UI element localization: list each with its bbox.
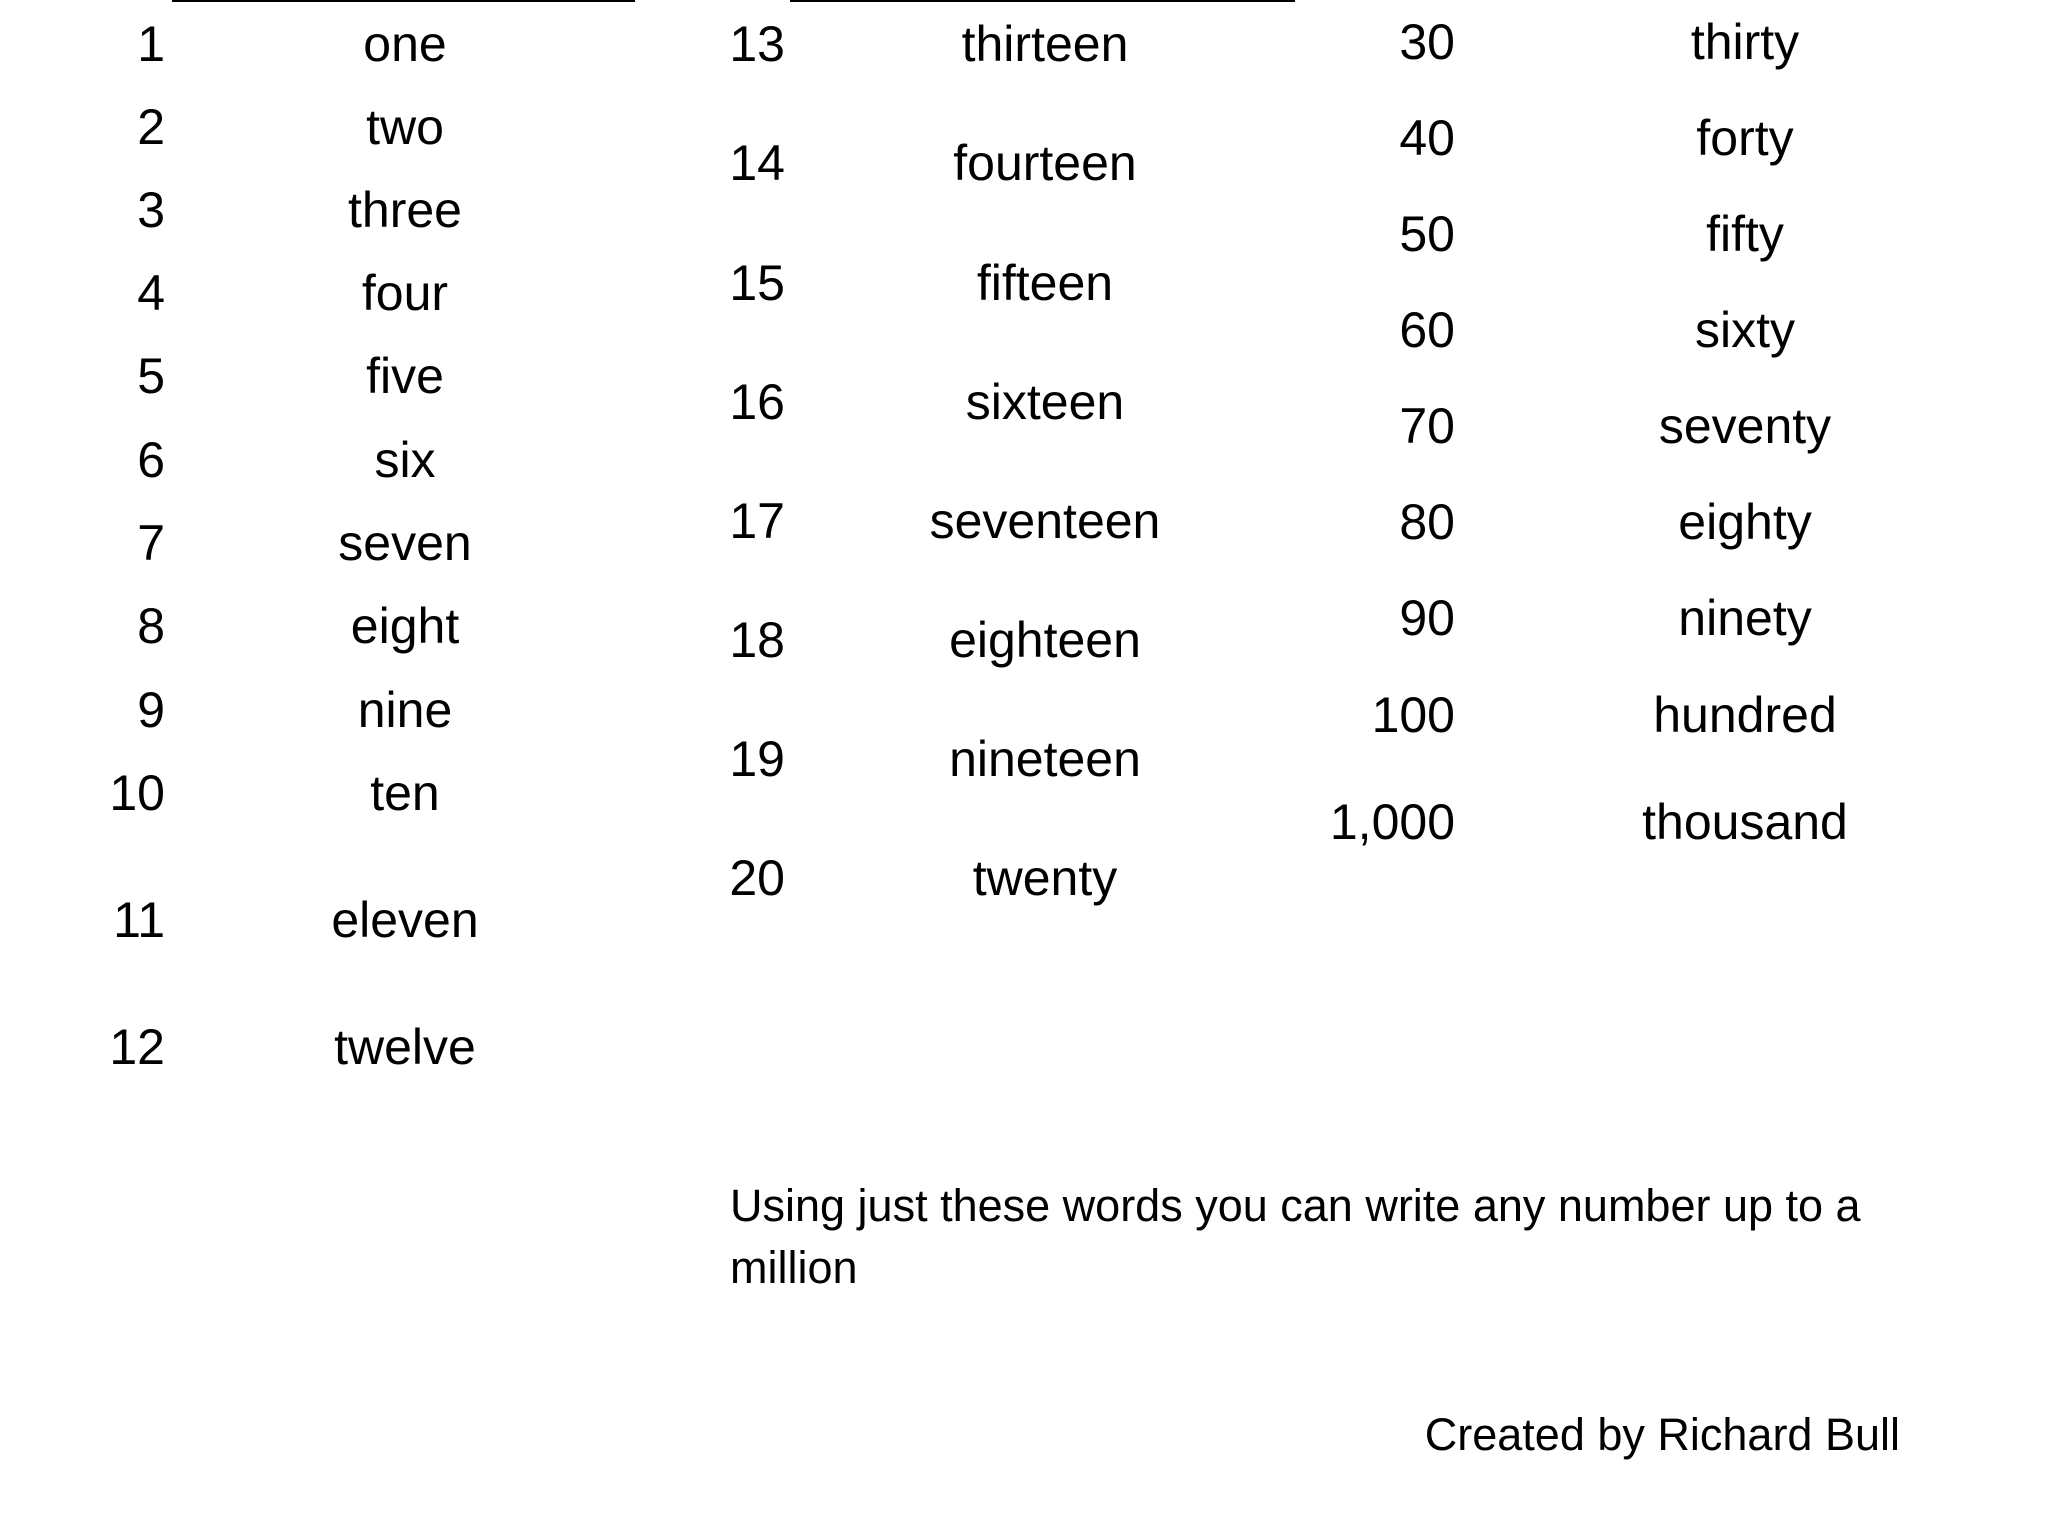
word-sixteen: sixteen — [965, 374, 1125, 430]
number-5: 5 — [137, 348, 165, 404]
word-two: two — [366, 99, 444, 155]
number-19: 19 — [729, 731, 785, 787]
number-100: 100 — [1371, 687, 1455, 743]
word-twelve: twelve — [334, 1019, 476, 1075]
author-credit: Created by Richard Bull — [1424, 1409, 1900, 1460]
word-fifty: fifty — [1706, 206, 1784, 262]
word-thirteen: thirteen — [961, 16, 1129, 72]
column-1-top-rule — [172, 0, 635, 2]
word-forty: forty — [1696, 110, 1794, 166]
word-thirty: thirty — [1690, 14, 1800, 70]
word-three: three — [348, 182, 462, 238]
word-fifteen: fifteen — [976, 255, 1114, 311]
word-hundred: hundred — [1653, 687, 1837, 743]
word-thousand: thousand — [1642, 794, 1848, 850]
word-eighteen: eighteen — [949, 612, 1141, 668]
number-6: 6 — [137, 432, 165, 488]
number-15: 15 — [729, 255, 785, 311]
word-twenty: twenty — [972, 850, 1118, 906]
word-seven: seven — [338, 515, 472, 571]
number-4: 4 — [137, 265, 165, 321]
number-2: 2 — [137, 99, 165, 155]
word-four: four — [361, 265, 449, 321]
number-80: 80 — [1399, 494, 1455, 550]
number-20: 20 — [729, 850, 785, 906]
number-9: 9 — [137, 682, 165, 738]
number-11: 11 — [113, 892, 165, 948]
word-sixty: sixty — [1695, 302, 1795, 358]
column-2-top-rule — [790, 0, 1295, 2]
number-3: 3 — [137, 182, 165, 238]
number-1000: 1,000 — [1329, 794, 1455, 850]
word-one: one — [363, 16, 447, 72]
word-fourteen: fourteen — [953, 135, 1137, 191]
number-14: 14 — [729, 135, 785, 191]
number-50: 50 — [1399, 206, 1455, 262]
number-7: 7 — [137, 515, 165, 571]
word-eight: eight — [350, 598, 460, 654]
word-ninety: ninety — [1678, 590, 1812, 646]
number-8: 8 — [137, 598, 165, 654]
number-30: 30 — [1399, 14, 1455, 70]
word-nine: nine — [357, 682, 453, 738]
number-60: 60 — [1399, 302, 1455, 358]
number-12: 12 — [109, 1019, 165, 1075]
number-10: 10 — [109, 765, 165, 821]
word-seventy: seventy — [1658, 398, 1832, 454]
number-70: 70 — [1399, 398, 1455, 454]
number-16: 16 — [729, 374, 785, 430]
word-nineteen: nineteen — [949, 731, 1141, 787]
word-eleven: eleven — [331, 892, 479, 948]
word-six: six — [374, 432, 436, 488]
number-1: 1 — [137, 16, 165, 72]
word-five: five — [366, 348, 444, 404]
number-18: 18 — [729, 612, 785, 668]
instruction-note: Using just these words you can write any number up to a million — [730, 1180, 1861, 1293]
word-ten: ten — [370, 765, 440, 821]
word-seventeen: seventeen — [929, 493, 1161, 549]
number-90: 90 — [1399, 590, 1455, 646]
word-eighty: eighty — [1678, 494, 1812, 550]
number-13: 13 — [729, 16, 785, 72]
number-17: 17 — [729, 493, 785, 549]
number-40: 40 — [1399, 110, 1455, 166]
